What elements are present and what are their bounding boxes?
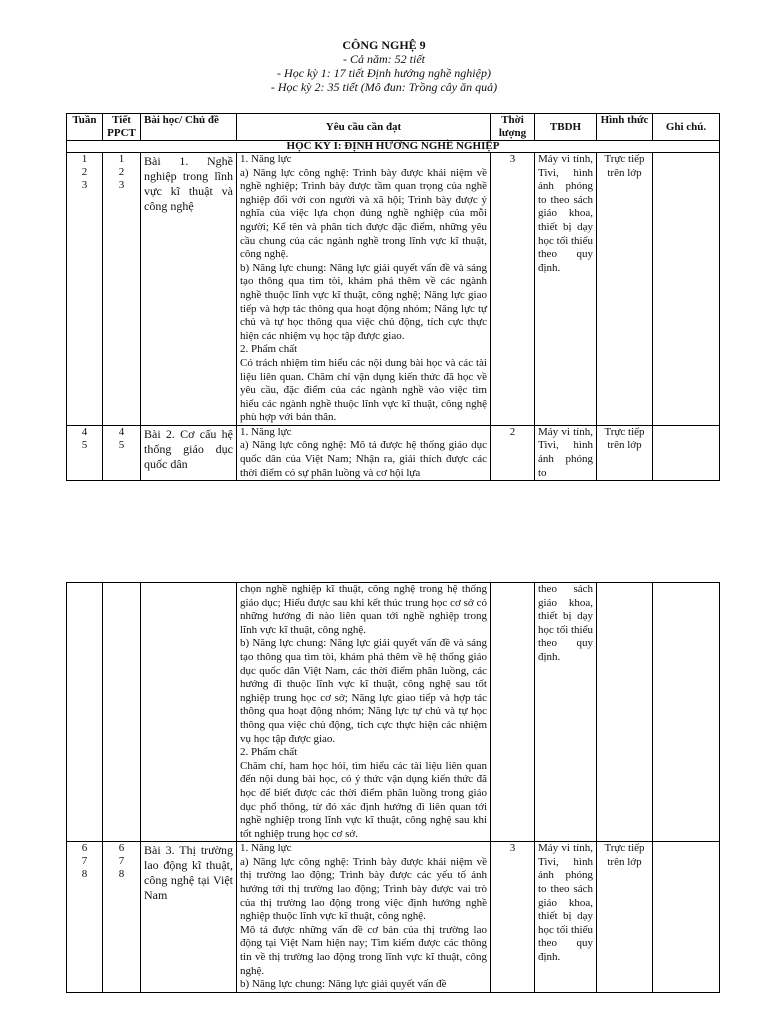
cell-tuan-value: 1 <box>81 153 88 165</box>
cell-hinh-thuc: Trực tiếp trên lớp <box>597 842 653 993</box>
cell-tiet <box>103 583 141 842</box>
cell-tuan-value: 6 <box>81 842 88 855</box>
semester2-summary: - Học kỳ 2: 35 tiết (Mô đun: Trồng cây ăn quả) <box>270 80 498 94</box>
cell-tuan <box>67 583 103 842</box>
table-row <box>67 425 720 480</box>
cell-tuan-value: 2 <box>81 166 88 178</box>
cell-yeu-cau <box>237 425 491 480</box>
cell-hinh-thuc: Trực tiếp trên lớp <box>597 153 653 426</box>
cell-tiet-value: 1 <box>118 153 125 165</box>
yeu-cau-paragraph: a) Năng lực công nghệ: Trình bày được khái niệm về thị trường lao động; Trình bày được các yếu tố ảnh hưởng tới thị trường lao động; Trình bày được vai trò của thị trường lao động trong việc định hướng nghề nghiệp thuộc lĩnh vực kĩ thuật, công nghệ. <box>240 855 487 923</box>
cell-yeu-cau <box>237 583 491 842</box>
yeu-cau-paragraph: Có trách nhiệm tìm hiểu các nội dung bài học và các tài liệu liên quan. Chăm chỉ vận dụng kiến thức đã học về yêu cầu, đặc điểm của các ngành nghề vào việc tìm hiểu các ngành nghề thuộc lĩnh vực kĩ thuật, công nghệ phù hợp với bản thân. <box>240 356 487 424</box>
col-header-hinhthuc: Hình thức <box>597 114 653 141</box>
cell-ghi-chu <box>653 425 720 480</box>
cell-tuan-value: 7 <box>81 855 88 868</box>
cell-tiet-value: 6 <box>118 842 125 855</box>
cell-tbdh: Máy vi tính, Tivi, hình ảnh phóng to theo sách giáo khoa, thiết bị dạy học tối thiểu theo quy định. <box>535 842 597 993</box>
yeu-cau-paragraph: Mô tả được những vấn đề cơ bản của thị trường lao động tại Việt Nam hiện nay; Tìm kiếm được các thông tin về thị trường lao động trong lĩnh vực kĩ thuật, công nghệ. <box>240 923 487 977</box>
col-header-tbdh: TBDH <box>535 114 597 141</box>
col-header-yeucau: Yêu cầu cần đạt <box>237 114 491 141</box>
section-title: HỌC KỲ I: ĐỊNH HƯỚNG NGHỀ NGHIỆP <box>67 141 720 153</box>
semester1-summary: - Học kỳ 1: 17 tiết Định hướng nghề nghiệp) <box>277 66 491 80</box>
cell-tiet-value: 8 <box>118 868 125 881</box>
cell-tiet <box>103 842 141 993</box>
cell-thoi-luong: 3 <box>491 842 535 993</box>
col-header-ghichu: Ghi chú. <box>653 114 720 141</box>
cell-thoi-luong: 2 <box>491 425 535 480</box>
yeu-cau-paragraph: 2. Phẩm chất <box>240 343 298 356</box>
cell-tbdh: Máy vi tính, Tivi, hình ảnh phóng to <box>535 425 597 480</box>
cell-tiet-value: 2 <box>118 166 125 178</box>
cell-bai-hoc <box>141 583 237 842</box>
section-row <box>67 141 720 153</box>
col-header-tiet: Tiết PPCT <box>103 114 141 141</box>
cell-tuan-value: 4 <box>81 425 88 438</box>
cell-tiet <box>103 153 141 426</box>
cell-bai-hoc: Bài 3. Thị trường lao động kĩ thuật, công nghệ tại Việt Nam <box>141 842 237 993</box>
cell-tuan-value: 3 <box>81 179 88 191</box>
yeu-cau-paragraph: chọn nghề nghiệp kĩ thuật, công nghệ trong hệ thống giáo dục; Hiểu được sau khi kết thúc trung học cơ sở có những hướng đi nào liên quan tới nghề nghiệp trong lĩnh vực kĩ thuật, công nghệ. <box>240 583 487 636</box>
document-title: CÔNG NGHỆ 9 <box>342 38 426 52</box>
yeu-cau-paragraph: 1. Năng lực <box>240 425 292 438</box>
col-header-bai: Bài học/ Chủ đề <box>141 114 237 141</box>
cell-tuan <box>67 425 103 480</box>
cell-tbdh: theo sách giáo khoa, thiết bị dạy học tối thiểu theo quy định. <box>535 583 597 842</box>
cell-hinh-thuc: Trực tiếp trên lớp <box>597 425 653 480</box>
cell-hinh-thuc <box>597 583 653 842</box>
yeu-cau-paragraph: Chăm chỉ, ham học hỏi, tìm hiểu các tài liệu liên quan đến nội dung bài học, có ý thức vận dụng kiến thức đã học để biết được các thời điểm phân luồng trong giáo dục phổ thông, từ đó xác định hướng đi liên quan tới nghề nghiệp trong lĩnh vực kĩ thuật, công nghệ sau khi tốt nghiệp trung học cơ sở. <box>240 759 487 840</box>
yeu-cau-paragraph: 1. Năng lực <box>240 842 292 855</box>
col-header-tuan: Tuần <box>67 114 103 141</box>
curriculum-table-page2 <box>66 582 720 993</box>
cell-ghi-chu <box>653 842 720 993</box>
document-header <box>0 38 768 94</box>
cell-ghi-chu <box>653 153 720 426</box>
table-row <box>67 842 720 993</box>
cell-thoi-luong: 3 <box>491 153 535 426</box>
table-row <box>67 153 720 426</box>
table-header-row <box>67 114 720 141</box>
cell-ghi-chu <box>653 583 720 842</box>
cell-tiet-value: 5 <box>118 438 125 451</box>
curriculum-table-page1 <box>66 113 720 481</box>
cell-tiet-value: 4 <box>118 425 125 438</box>
col-header-thoiluong: Thời lượng <box>491 114 535 141</box>
cell-tbdh: Máy vi tính, Tivi, hình ảnh phóng to theo sách giáo khoa, thiết bị dạy học tối thiểu theo quy định. <box>535 153 597 426</box>
cell-tuan <box>67 842 103 993</box>
cell-tuan <box>67 153 103 426</box>
cell-bai-hoc: Bài 1. Nghề nghiệp trong lĩnh vực kĩ thuật và công nghệ <box>141 153 237 426</box>
cell-thoi-luong <box>491 583 535 842</box>
cell-bai-hoc: Bài 2. Cơ cấu hệ thống giáo dục quốc dân <box>141 425 237 480</box>
cell-yeu-cau <box>237 842 491 993</box>
table-row <box>67 583 720 842</box>
yeu-cau-paragraph: 1. Năng lực <box>240 153 292 165</box>
year-summary: - Cả năm: 52 tiết <box>343 52 425 66</box>
yeu-cau-paragraph: a) Năng lực công nghệ: Trình bày được khái niệm về nghề nghiệp; Trình bày được tầm quan trọng của nghề nghiệp đối với con người và xã hội; Trình bày được ý nghĩa của việc lựa chọn đúng nghề nghiệp của mỗi người; Kể tên và phân tích được đặc điểm, những yêu cầu chung của các ngành nghề trong lĩnh vực kĩ thuật, công nghệ. <box>240 166 487 261</box>
yeu-cau-paragraph: 2. Phẩm chất <box>240 746 298 759</box>
cell-tiet-value: 7 <box>118 855 125 868</box>
cell-tiet-value: 3 <box>118 179 125 191</box>
yeu-cau-paragraph: b) Năng lực chung: Năng lực giải quyết vấn đề và sáng tạo thông qua tìm tòi, khám phá thêm về các ngành nghề thuộc lĩnh vực kĩ thuật, công nghệ; Năng lực giao tiếp và hợp tác thông qua hoạt động nhóm; Năng lực tự chủ và tự học thông qua việc chủ động, tích cực thực hiện các nhiệm vụ học tập được giao. <box>240 261 487 342</box>
cell-yeu-cau <box>237 153 491 426</box>
cell-tuan-value: 5 <box>81 438 88 451</box>
cell-tiet <box>103 425 141 480</box>
cell-tuan-value: 8 <box>81 868 88 881</box>
yeu-cau-paragraph: a) Năng lực công nghệ: Mô tả được hệ thống giáo dục quốc dân của Việt Nam; Nhận ra, giải thích được các thời điểm có sự phân luồng và cơ hội lựa <box>240 439 487 479</box>
yeu-cau-paragraph: b) Năng lực chung: Năng lực giải quyết vấn đề <box>240 978 447 991</box>
yeu-cau-paragraph: b) Năng lực chung: Năng lực giải quyết vấn đề và sáng tạo thông qua tìm tòi, khám phá thêm về hệ thống giáo dục quốc dân Việt Nam, các thời điểm phân luồng, các hướng đi thuộc lĩnh vực kĩ thuật, công nghệ sau tốt nghiệp trung học cơ sở; Năng lực giao tiếp và hợp tác thông qua hoạt động nhóm; Năng lực tự chủ và tự học thông qua việc chủ động, tích cực thực hiện các nhiệm vụ học tập được giao. <box>240 637 487 745</box>
